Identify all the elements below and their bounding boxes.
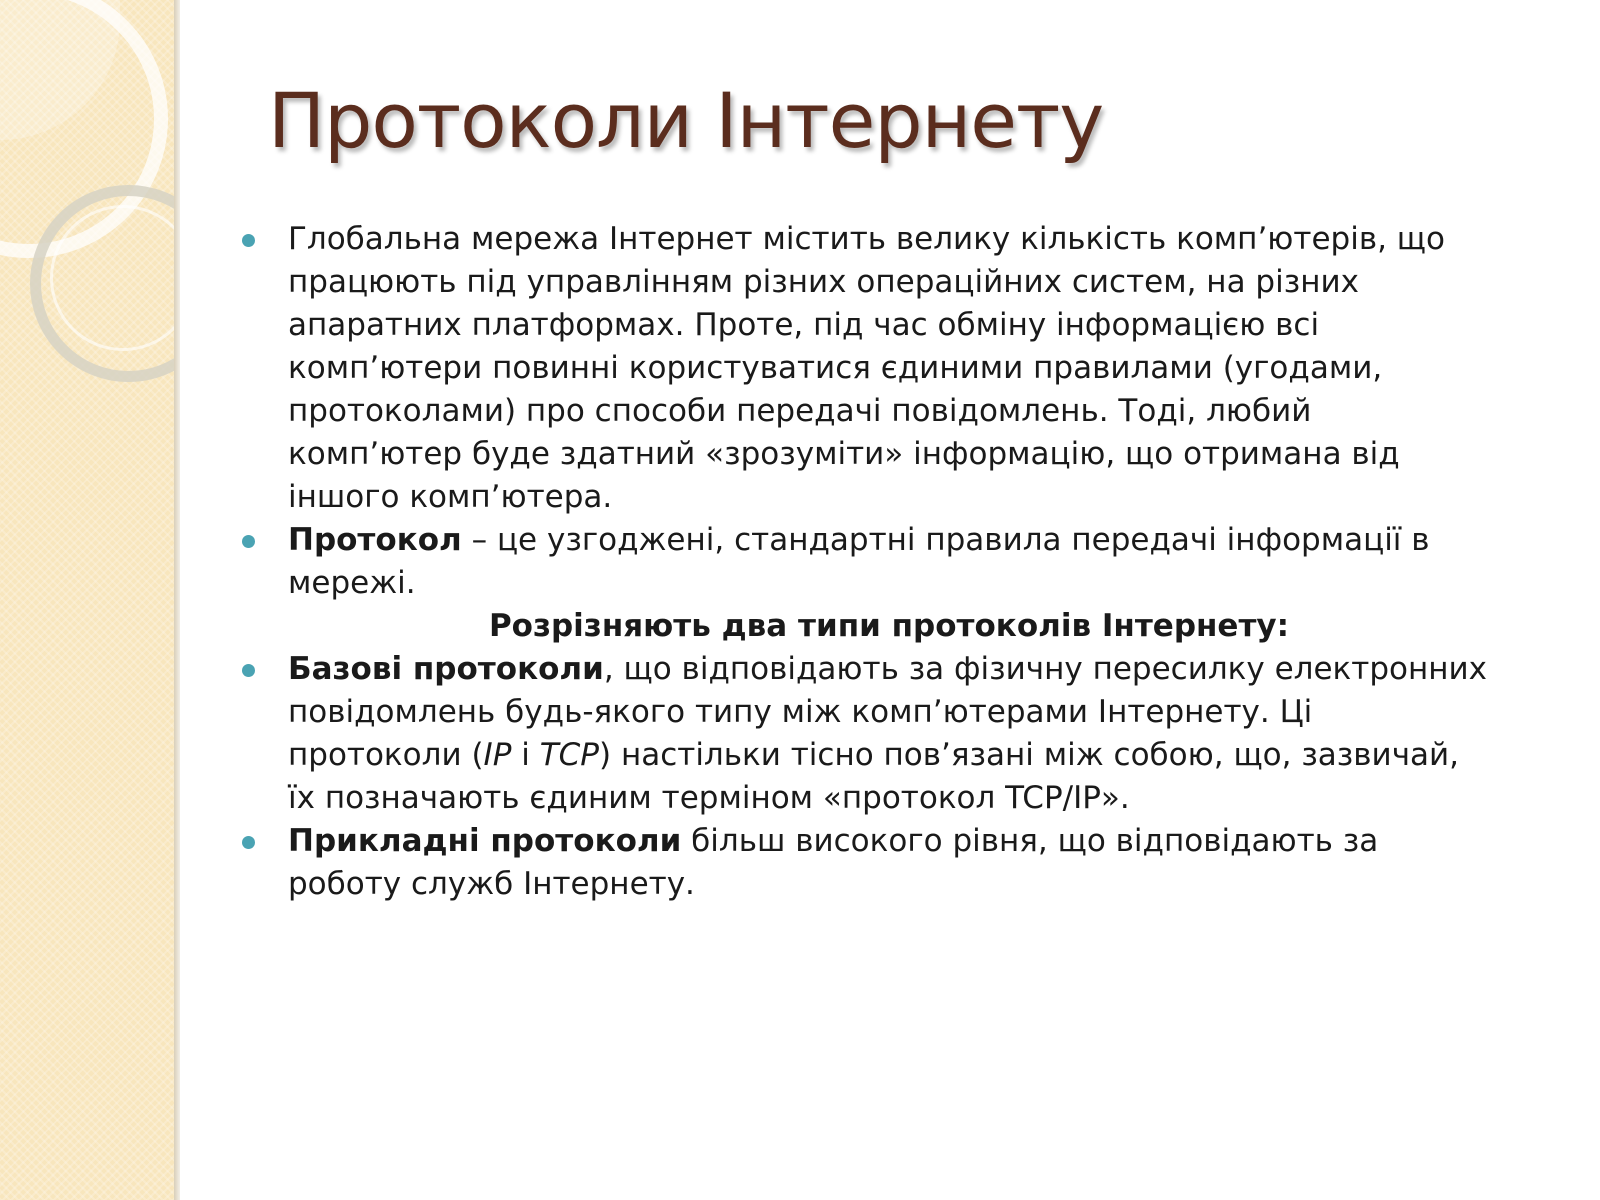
- bullet-text: ) настільки тісно пов’язані між собою, що, зазвичай, їх позначають єдиним терміном «протокол TCP/IP».: [288, 737, 1460, 816]
- bullet-dot-icon: [242, 664, 255, 677]
- decorative-side-panel: [0, 0, 174, 1200]
- bullet-item: [240, 820, 1490, 906]
- bullet-dot-icon: [242, 535, 255, 548]
- slide-title: Протоколи Інтернету: [268, 76, 1104, 165]
- bullet-text: Глобальна мережа Інтернет містить велику кількість комп’ютерів, що працюють під управлінням різних операційних систем, на різних апаратних платформах. Проте, під час обміну інформацією всі комп’ютери повинні користуватися єдиними правилами (угодами, протоколами) про способи передачі повідомлень. Тоді, любий комп’ютер буде здатний «зрозуміти» інформацію, що отримана від іншого комп’ютера.: [288, 221, 1445, 515]
- bullet-item: [240, 218, 1490, 519]
- bullet-text: більш високого рівня, що відповідають за роботу служб Інтернету.: [288, 823, 1379, 902]
- bullet-dot-icon: [242, 234, 255, 247]
- panel-edge-shadow: [174, 0, 180, 1200]
- conjunction: і: [511, 737, 540, 773]
- slide-body: [240, 218, 1490, 906]
- bullet-term: Протокол: [288, 522, 462, 558]
- protocol-tcp: TCP: [539, 737, 599, 773]
- bullet-dot-icon: [242, 836, 255, 849]
- bullet-text: – це узгоджені, стандартні правила передачі інформації в мережі.: [288, 522, 1430, 601]
- section-subheading: Розрізняють два типи протоколів Інтернету:: [488, 608, 1290, 644]
- bullet-term: Прикладні протоколи: [288, 823, 682, 859]
- bullet-item: [240, 648, 1490, 820]
- bullet-term: Базові протоколи: [288, 651, 604, 687]
- protocol-ip: IP: [483, 737, 512, 773]
- bullet-text: , що відповідають за фізичну пересилку електронних повідомлень будь-якого типу між комп’ютерами Інтернету. Ці протоколи (: [288, 651, 1487, 773]
- bullet-item: [240, 519, 1490, 605]
